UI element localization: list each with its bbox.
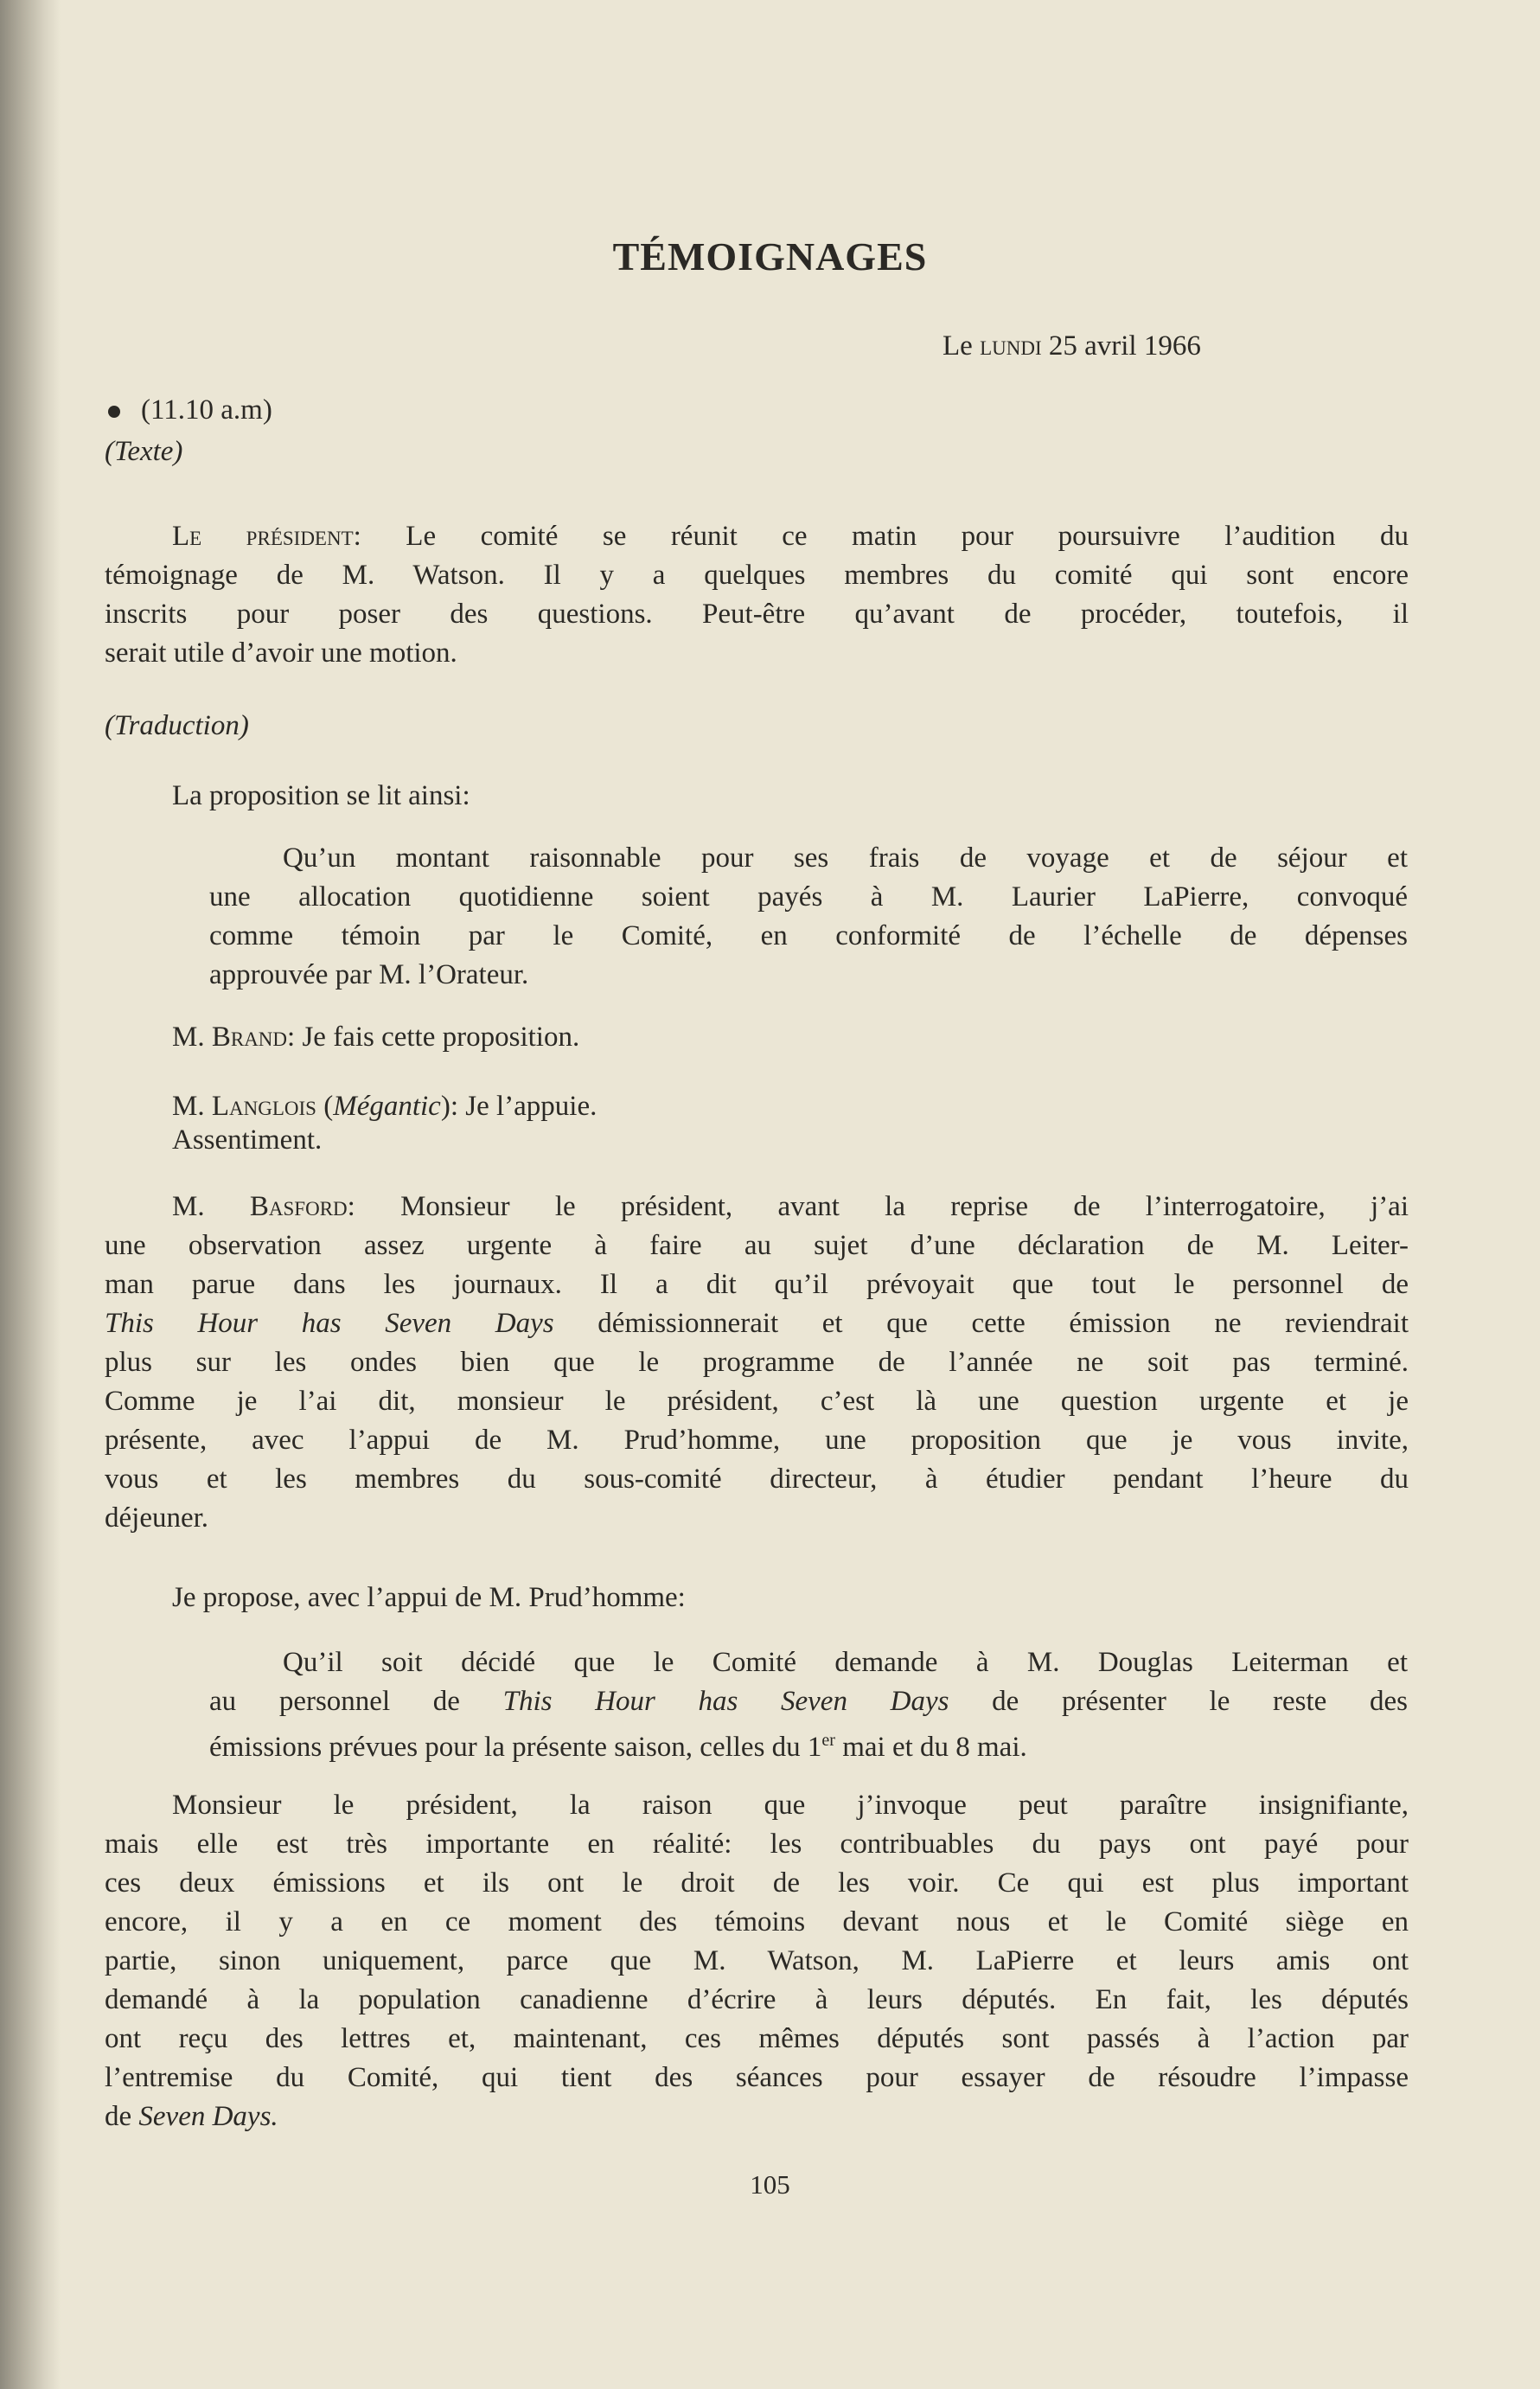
final-line-2: mais elle est très importante en réalité: les contribuables du pays ont payé pour	[105, 1829, 1409, 1860]
page-number: 105	[750, 2169, 790, 2200]
basford-line-1: M. Basford: Monsieur le président, avant la reprise de l’interrogatoire, j’ai	[172, 1191, 1409, 1222]
dateline	[943, 327, 1201, 365]
motion2-line-1: Qu’il soit décidé que le Comité demande à M. Douglas Leiterman et	[283, 1647, 1408, 1678]
motion2-line-3: émissions prévues pour la présente saison, celles du 1er mai et du 8 mai.	[209, 1731, 1027, 1763]
motion1-line-2: une allocation quotidienne soient payés à M. Laurier LaPierre, convoqué	[209, 881, 1408, 913]
basford-line-8: vous et les membres du sous-comité directeur, à étudier pendant l’heure du	[105, 1464, 1409, 1495]
langlois-statement: M. Langlois (Mégantic): Je l’appuie.	[172, 1091, 597, 1122]
show-title-short: Seven Days.	[138, 2101, 278, 2132]
speaker-basford: Basford	[249, 1191, 348, 1222]
basford-line-5: plus sur les ondes bien que le programme de l’année ne soit pas terminé.	[105, 1347, 1409, 1378]
final-line-6: demandé à la population canadienne d’écrire à leurs députés. En fait, les députés	[105, 1984, 1409, 2015]
basford-line-2: une observation assez urgente à faire au sujet d’une déclaration de M. Leiter-	[105, 1230, 1409, 1261]
basford-line-9: déjeuner.	[105, 1502, 209, 1534]
basford-line-7: présente, avec l’appui de M. Prud’homme, une proposition que je vous invite,	[105, 1425, 1409, 1456]
brand-statement: M. Brand: Je fais cette proposition.	[172, 1022, 580, 1053]
bullet-icon	[108, 406, 120, 418]
final-line-5: partie, sinon uniquement, parce que M. Watson, M. LaPierre et leurs amis ont	[105, 1945, 1409, 1976]
basford-line-3: man parue dans les journaux. Il a dit qu’il prévoyait que tout le personnel de	[105, 1269, 1409, 1300]
dateline-date: 25 avril 1966	[1048, 330, 1201, 362]
page-title: TÉMOIGNAGES	[612, 234, 928, 279]
president-line-3: inscrits pour poser des questions. Peut-être qu’avant de procéder, toutefois, il	[105, 599, 1409, 630]
motion1-line-4: approuvée par M. l’Orateur.	[209, 959, 529, 990]
motion2-line-2: au personnel de This Hour has Seven Days de présenter le reste des	[209, 1686, 1408, 1717]
basford-line-4: This Hour has Seven Days démissionnerait et que cette émission ne reviendrait	[105, 1308, 1409, 1339]
dateline-day: lundi	[980, 330, 1042, 362]
motion1-line-3: comme témoin par le Comité, en conformité de l’échelle de dépenses	[209, 920, 1408, 951]
assent: Assentiment.	[172, 1124, 323, 1156]
propose-intro: Je propose, avec l’appui de M. Prud’homme:	[172, 1582, 686, 1613]
show-title-2: This Hour has Seven Days	[502, 1686, 949, 1717]
section-traduction: (Traduction)	[105, 710, 249, 741]
riding-name: Mégantic	[333, 1091, 441, 1122]
section-texte: (Texte)	[105, 436, 183, 467]
final-line-9: de Seven Days.	[105, 2101, 278, 2132]
final-line-7: ont reçu des lettres et, maintenant, ces mêmes députés sont passés à l’action par	[105, 2023, 1409, 2054]
proposition-intro: La proposition se lit ainsi:	[172, 780, 470, 811]
speaker-langlois: Langlois	[211, 1091, 316, 1122]
time-marker	[108, 391, 272, 429]
final-line-1: Monsieur le président, la raison que j’invoque peut paraître insignifiante,	[172, 1790, 1409, 1821]
final-line-8: l’entremise du Comité, qui tient des séances pour essayer de résoudre l’impasse	[105, 2062, 1409, 2093]
president-line-1: Le président: Le comité se réunit ce matin pour poursuivre l’audition du	[172, 521, 1409, 552]
speaker-brand: Brand	[211, 1022, 288, 1053]
motion1-line-1: Qu’un montant raisonnable pour ses frais de voyage et de séjour et	[283, 842, 1408, 874]
dateline-prefix: Le	[943, 330, 973, 362]
show-title: This Hour has Seven Days	[105, 1308, 554, 1339]
final-line-3: ces deux émissions et ils ont le droit de les voir. Ce qui est plus important	[105, 1867, 1409, 1899]
president-line-4: serait utile d’avoir une motion.	[105, 637, 457, 669]
basford-line-6: Comme je l’ai dit, monsieur le président, c’est là une question urgente et je	[105, 1386, 1409, 1417]
time-text: (11.10 a.m)	[141, 394, 272, 426]
president-line-2: témoignage de M. Watson. Il y a quelques membres du comité qui sont encore	[105, 560, 1409, 591]
speaker-president: Le président:	[172, 521, 361, 552]
final-line-4: encore, il y a en ce moment des témoins devant nous et le Comité siège en	[105, 1906, 1409, 1937]
